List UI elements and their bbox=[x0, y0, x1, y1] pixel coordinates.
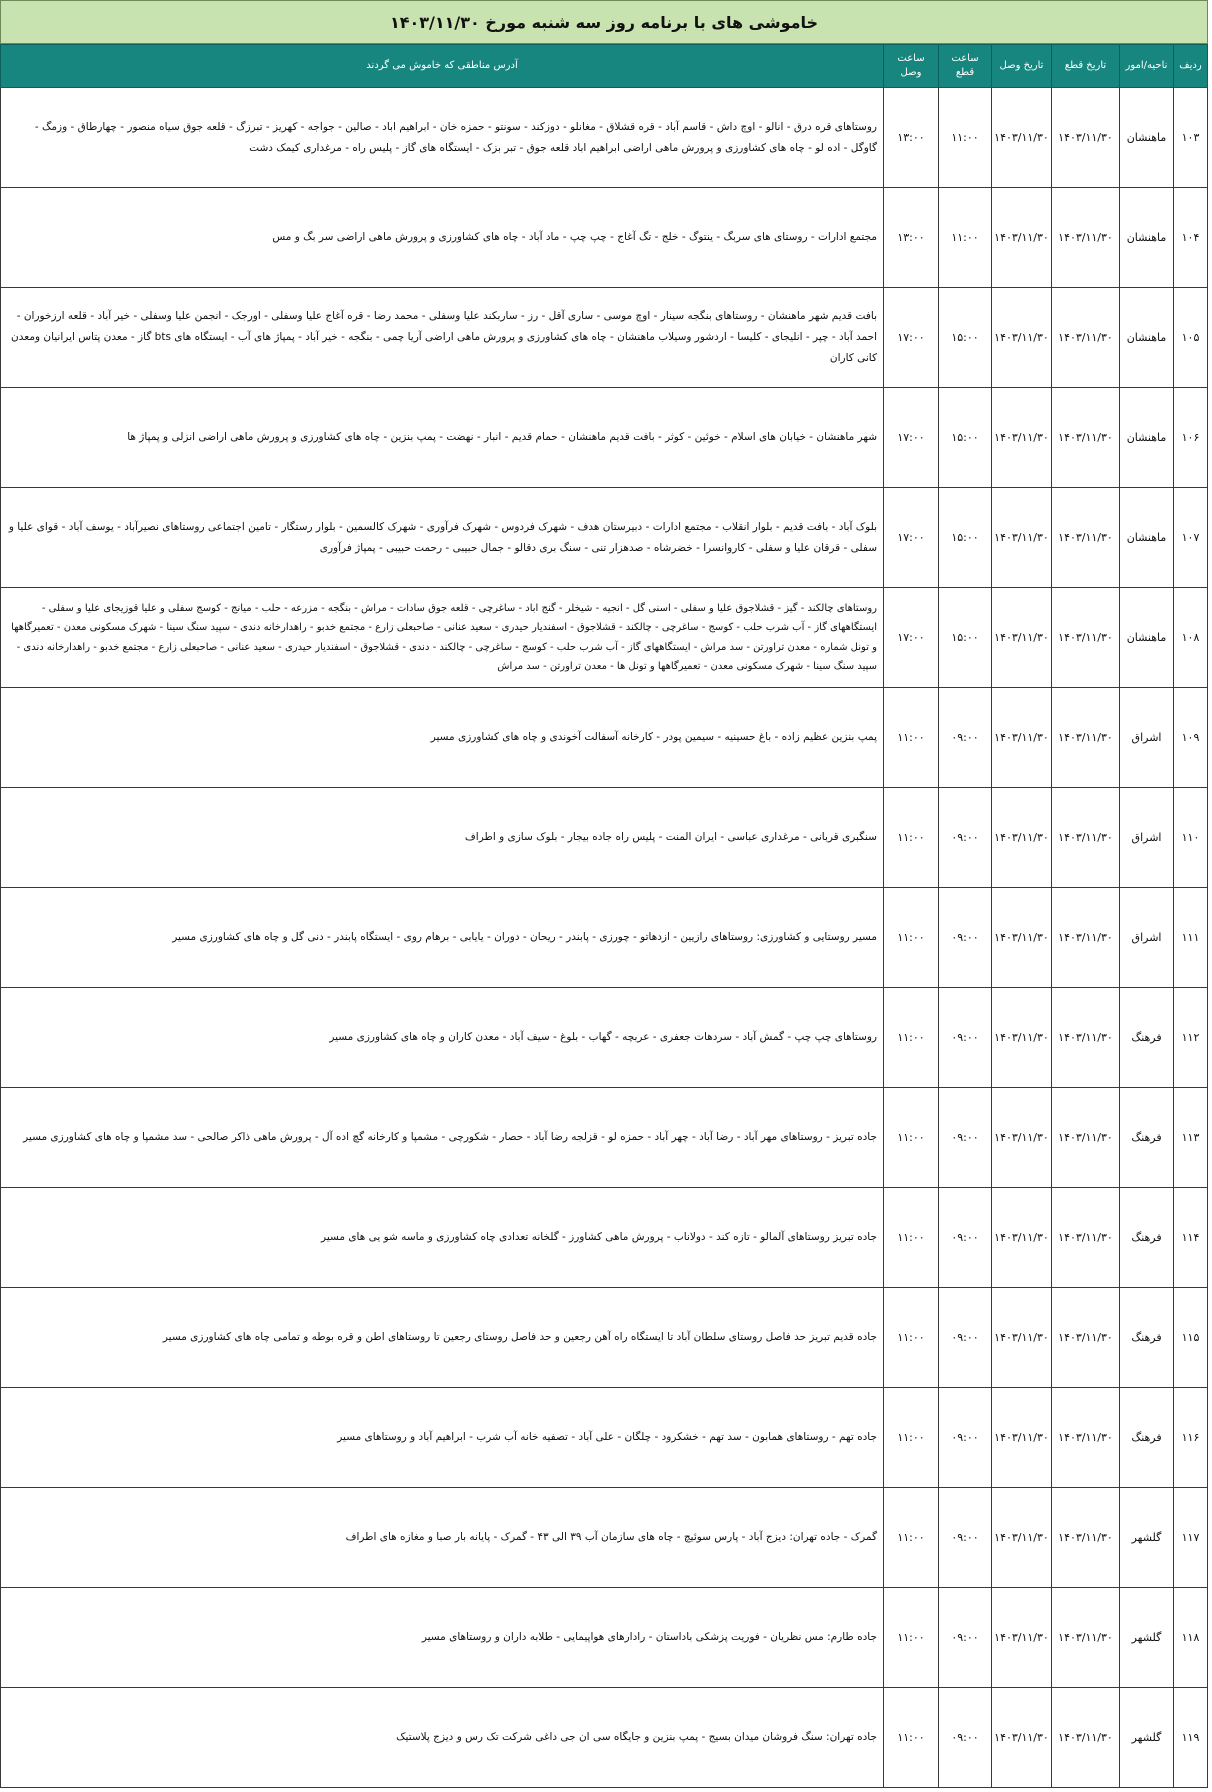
cell-area: فرهنگ bbox=[1120, 1388, 1174, 1488]
cell-cut-time: ۰۹:۰۰ bbox=[939, 1088, 992, 1188]
cell-address: جاده طارم: مس نظریان - فوریت پزشکی باداستان - رادارهای هواپیمایی - طلابه داران و روستاهای مسیر bbox=[1, 1588, 884, 1688]
cell-connect-date: ۱۴۰۳/۱۱/۳۰ bbox=[992, 588, 1052, 688]
cell-cut-time: ۰۹:۰۰ bbox=[939, 788, 992, 888]
cell-connect-date: ۱۴۰۳/۱۱/۳۰ bbox=[992, 1288, 1052, 1388]
cell-cut-time: ۱۵:۰۰ bbox=[939, 388, 992, 488]
cell-row-number: ۱۰۶ bbox=[1174, 388, 1208, 488]
cell-cut-date: ۱۴۰۳/۱۱/۳۰ bbox=[1052, 988, 1120, 1088]
cell-area: فرهنگ bbox=[1120, 1288, 1174, 1388]
header-cut-time: ساعت قطع bbox=[939, 45, 992, 88]
cell-address: مسیر روستایی و کشاورزی: روستاهای رازیین - ازدهاتو - چورزی - پابندر - ریحان - دوران - یایابی - برهام روی - ایستگاه پابندر - دنی گل و چاه های کشاورزی مسیر bbox=[1, 888, 884, 988]
cell-address: جاده تهران: سنگ فروشان میدان بسیج - پمپ بنزین و جایگاه سی ان جی داغی شرکت تک رس و دیزج پلاستیک bbox=[1, 1688, 884, 1788]
cell-connect-time: ۱۷:۰۰ bbox=[884, 588, 939, 688]
cell-connect-date: ۱۴۰۳/۱۱/۳۰ bbox=[992, 888, 1052, 988]
cell-cut-time: ۰۹:۰۰ bbox=[939, 1388, 992, 1488]
cell-connect-time: ۱۷:۰۰ bbox=[884, 488, 939, 588]
cell-connect-time: ۱۱:۰۰ bbox=[884, 1388, 939, 1488]
cell-connect-time: ۱۳:۰۰ bbox=[884, 188, 939, 288]
table-row bbox=[1, 1288, 1208, 1388]
cell-cut-date: ۱۴۰۳/۱۱/۳۰ bbox=[1052, 1488, 1120, 1588]
header-address: آدرس مناطقی که خاموش می گردند bbox=[1, 45, 884, 88]
cell-address: جاده تهم - روستاهای همابون - سد تهم - خشکرود - چلگان - علی آباد - تصفیه خانه آب شرب - ابراهیم آباد و روستاهای مسیر bbox=[1, 1388, 884, 1488]
table-row bbox=[1, 788, 1208, 888]
cell-connect-time: ۱۱:۰۰ bbox=[884, 1288, 939, 1388]
cell-cut-time: ۱۵:۰۰ bbox=[939, 488, 992, 588]
cell-row-number: ۱۱۶ bbox=[1174, 1388, 1208, 1488]
cell-cut-date: ۱۴۰۳/۱۱/۳۰ bbox=[1052, 1188, 1120, 1288]
cell-area: ماهنشان bbox=[1120, 188, 1174, 288]
cell-connect-date: ۱۴۰۳/۱۱/۳۰ bbox=[992, 488, 1052, 588]
cell-address: سنگبری قربانی - مرغداری عباسی - ایران المنت - پلیس راه جاده بیجار - بلوک سازی و اطراف bbox=[1, 788, 884, 888]
cell-connect-date: ۱۴۰۳/۱۱/۳۰ bbox=[992, 288, 1052, 388]
cell-cut-date: ۱۴۰۳/۱۱/۳۰ bbox=[1052, 888, 1120, 988]
header-connect-time: ساعت وصل bbox=[884, 45, 939, 88]
cell-cut-time: ۱۱:۰۰ bbox=[939, 88, 992, 188]
page-title: خاموشی های با برنامه روز سه شنبه مورخ ۱۴۰۳/۱۱/۳۰ bbox=[0, 0, 1208, 44]
cell-address: پمپ بنزین عظیم زاده - باغ حسینیه - سیمین پودر - کارخانه آسفالت آخوندی و چاه های کشاورزی مسیر bbox=[1, 688, 884, 788]
cell-area: اشراق bbox=[1120, 688, 1174, 788]
cell-area: فرهنگ bbox=[1120, 988, 1174, 1088]
cell-connect-date: ۱۴۰۳/۱۱/۳۰ bbox=[992, 88, 1052, 188]
cell-area: ماهنشان bbox=[1120, 388, 1174, 488]
cell-cut-date: ۱۴۰۳/۱۱/۳۰ bbox=[1052, 488, 1120, 588]
cell-row-number: ۱۱۲ bbox=[1174, 988, 1208, 1088]
cell-row-number: ۱۱۹ bbox=[1174, 1688, 1208, 1788]
cell-address: بلوک آباد - بافت قدیم - بلوار انقلاب - مجتمع ادارات - دبیرستان هدف - شهرک فردوس - شهرک فرآوری - شهرک کالسمین - بلوار رستگار - تامین اجتماعی روستاهای نصیرآباد - یوسف آباد - قوای علیا و سفلی - قرقان علیا و سفلی - کاروانسرا - خضرشاه - صدهزار تنی - سنگ بری دقالو - جمال حبیبی - رحمت حبیبی - پمپاژ فرآوری bbox=[1, 488, 884, 588]
cell-area: گلشهر bbox=[1120, 1688, 1174, 1788]
cell-cut-date: ۱۴۰۳/۱۱/۳۰ bbox=[1052, 688, 1120, 788]
cell-connect-time: ۱۷:۰۰ bbox=[884, 388, 939, 488]
cell-area: فرهنگ bbox=[1120, 1188, 1174, 1288]
cell-row-number: ۱۰۳ bbox=[1174, 88, 1208, 188]
table-row bbox=[1, 588, 1208, 688]
table-row bbox=[1, 1688, 1208, 1788]
table-row bbox=[1, 1388, 1208, 1488]
cell-area: ماهنشان bbox=[1120, 588, 1174, 688]
cell-area: گلشهر bbox=[1120, 1588, 1174, 1688]
cell-connect-date: ۱۴۰۳/۱۱/۳۰ bbox=[992, 1188, 1052, 1288]
cell-connect-date: ۱۴۰۳/۱۱/۳۰ bbox=[992, 388, 1052, 488]
cell-connect-time: ۱۷:۰۰ bbox=[884, 288, 939, 388]
cell-connect-date: ۱۴۰۳/۱۱/۳۰ bbox=[992, 1688, 1052, 1788]
table-header-row bbox=[1, 45, 1208, 88]
table-body bbox=[1, 88, 1208, 1788]
cell-area: ماهنشان bbox=[1120, 288, 1174, 388]
cell-row-number: ۱۱۱ bbox=[1174, 888, 1208, 988]
header-row-number: ردیف bbox=[1174, 45, 1208, 88]
table-row bbox=[1, 1088, 1208, 1188]
header-connect-date: تاریخ وصل bbox=[992, 45, 1052, 88]
cell-cut-time: ۰۹:۰۰ bbox=[939, 1588, 992, 1688]
cell-connect-date: ۱۴۰۳/۱۱/۳۰ bbox=[992, 1088, 1052, 1188]
cell-connect-date: ۱۴۰۳/۱۱/۳۰ bbox=[992, 788, 1052, 888]
table-row bbox=[1, 88, 1208, 188]
cell-cut-time: ۱۱:۰۰ bbox=[939, 188, 992, 288]
cell-connect-date: ۱۴۰۳/۱۱/۳۰ bbox=[992, 1388, 1052, 1488]
cell-row-number: ۱۰۹ bbox=[1174, 688, 1208, 788]
cell-row-number: ۱۱۳ bbox=[1174, 1088, 1208, 1188]
cell-area: اشراق bbox=[1120, 788, 1174, 888]
table-row bbox=[1, 688, 1208, 788]
cell-connect-date: ۱۴۰۳/۱۱/۳۰ bbox=[992, 988, 1052, 1088]
cell-connect-time: ۱۱:۰۰ bbox=[884, 788, 939, 888]
cell-connect-time: ۱۱:۰۰ bbox=[884, 1088, 939, 1188]
cell-cut-date: ۱۴۰۳/۱۱/۳۰ bbox=[1052, 588, 1120, 688]
cell-connect-time: ۱۱:۰۰ bbox=[884, 1188, 939, 1288]
cell-cut-time: ۰۹:۰۰ bbox=[939, 888, 992, 988]
table-row bbox=[1, 888, 1208, 988]
cell-row-number: ۱۱۷ bbox=[1174, 1488, 1208, 1588]
cell-area: ماهنشان bbox=[1120, 488, 1174, 588]
table-row bbox=[1, 1488, 1208, 1588]
cell-connect-date: ۱۴۰۳/۱۱/۳۰ bbox=[992, 1588, 1052, 1688]
cell-connect-date: ۱۴۰۳/۱۱/۳۰ bbox=[992, 1488, 1052, 1588]
cell-address: جاده تبریز روستاهای آلمالو - تازه کند - دولاناب - پرورش ماهی کشاورز - گلخانه تعدادی چاه کشاورزی و ماسه شو یی های مسیر bbox=[1, 1188, 884, 1288]
cell-cut-date: ۱۴۰۳/۱۱/۳۰ bbox=[1052, 788, 1120, 888]
cell-cut-date: ۱۴۰۳/۱۱/۳۰ bbox=[1052, 1688, 1120, 1788]
table-row bbox=[1, 288, 1208, 388]
cell-row-number: ۱۱۴ bbox=[1174, 1188, 1208, 1288]
table-row bbox=[1, 188, 1208, 288]
table-row bbox=[1, 1588, 1208, 1688]
cell-cut-date: ۱۴۰۳/۱۱/۳۰ bbox=[1052, 1388, 1120, 1488]
cell-connect-time: ۱۱:۰۰ bbox=[884, 888, 939, 988]
cell-connect-time: ۱۱:۰۰ bbox=[884, 1588, 939, 1688]
cell-cut-date: ۱۴۰۳/۱۱/۳۰ bbox=[1052, 1288, 1120, 1388]
cell-address: مجتمع ادارات - روستای های سربگ - ینتوگ - خلج - تگ آغاج - چپ چپ - ماد آباد - چاه های کشاورزی و پرورش ماهی اراضی سر بگ و مس bbox=[1, 188, 884, 288]
cell-cut-time: ۰۹:۰۰ bbox=[939, 1488, 992, 1588]
cell-cut-date: ۱۴۰۳/۱۱/۳۰ bbox=[1052, 388, 1120, 488]
cell-area: فرهنگ bbox=[1120, 1088, 1174, 1188]
cell-connect-time: ۱۱:۰۰ bbox=[884, 1488, 939, 1588]
header-cut-date: تاریخ قطع bbox=[1052, 45, 1120, 88]
cell-cut-time: ۰۹:۰۰ bbox=[939, 1288, 992, 1388]
cell-connect-time: ۱۱:۰۰ bbox=[884, 988, 939, 1088]
cell-cut-time: ۰۹:۰۰ bbox=[939, 988, 992, 1088]
cell-cut-date: ۱۴۰۳/۱۱/۳۰ bbox=[1052, 188, 1120, 288]
cell-row-number: ۱۰۴ bbox=[1174, 188, 1208, 288]
cell-connect-time: ۱۱:۰۰ bbox=[884, 688, 939, 788]
cell-connect-time: ۱۱:۰۰ bbox=[884, 1688, 939, 1788]
cell-cut-date: ۱۴۰۳/۱۱/۳۰ bbox=[1052, 88, 1120, 188]
cell-address: جاده تبریز - روستاهای مهر آباد - رضا آباد - چهر آباد - حمزه لو - قزلجه رضا آباد - حصار - شکورچی - مشمپا و کارخانه گچ اده آل - پرورش ماهی ذاکر صالحی - سد مشمپا و چاه های کشاورزی مسیر bbox=[1, 1088, 884, 1188]
cell-row-number: ۱۱۰ bbox=[1174, 788, 1208, 888]
table-row bbox=[1, 1188, 1208, 1288]
cell-address: روستاهای چپ چپ - گمش آباد - سردهات جعفری - عربچه - گهاب - بلوغ - سیف آباد - معدن کاران و چاه های کشاورزی مسیر bbox=[1, 988, 884, 1088]
cell-area: ماهنشان bbox=[1120, 88, 1174, 188]
cell-cut-date: ۱۴۰۳/۱۱/۳۰ bbox=[1052, 288, 1120, 388]
cell-row-number: ۱۱۵ bbox=[1174, 1288, 1208, 1388]
cell-connect-date: ۱۴۰۳/۱۱/۳۰ bbox=[992, 188, 1052, 288]
cell-area: گلشهر bbox=[1120, 1488, 1174, 1588]
header-area: ناحیه/امور bbox=[1120, 45, 1174, 88]
cell-address: گمرک - جاده تهران: دیزج آباد - پارس سوئیچ - چاه های سازمان آب ۳۹ الی ۴۳ - گمرک - پایانه بار صبا و مغازه های اطراف bbox=[1, 1488, 884, 1588]
cell-cut-time: ۰۹:۰۰ bbox=[939, 1188, 992, 1288]
cell-row-number: ۱۰۸ bbox=[1174, 588, 1208, 688]
cell-cut-date: ۱۴۰۳/۱۱/۳۰ bbox=[1052, 1088, 1120, 1188]
cell-area: اشراق bbox=[1120, 888, 1174, 988]
cell-cut-time: ۰۹:۰۰ bbox=[939, 688, 992, 788]
cell-address: شهر ماهنشان - خیابان های اسلام - خوئین - کوثر - بافت قدیم ماهنشان - حمام قدیم - انبار - نهضت - پمپ بنزین - چاه های کشاورزی و پرورش ماهی اراضی انزلی و پمپاژ ها bbox=[1, 388, 884, 488]
cell-address: روستاهای چالکند - گیز - قشلاجوق علیا و سفلی - اسنی گل - انجیه - شیخلر - گنج اباد - ساغرچی - قلعه جوق سادات - مراش - بنگجه - مزرعه - حلب - میانج - کوسج سفلی و علیا قوزیجای علیا و سفلی - ایستگاههای گاز - آب شرب حلب - کوسج - ساغرچی - چالکند - قشلاجوق - اسفندیار حیدری - سعید عنانی - صاحبعلی زارع - مجتمع خدبو - راهدارخانه دندی - سپید سنگ سینا - شهرک مسکونی معدن - تعمیرگاهها و تونل شماره - معدن تراورتن - سد مراش - ایستگاههای گاز - آب شرب حلب - کوسج - ساغرچی - چالکند - دندی - قشلاجوق - اسفندیار حیدری - سعید عنانی - صاحبعلی زارع - مجتمع خدبو - راهدارخانه دندی - سپید سنگ سینا - شهرک مسکونی معدن - تعمیرگاهها و تونل ها - معدن تراورتن - سد مراش bbox=[1, 588, 884, 688]
table-row bbox=[1, 488, 1208, 588]
cell-cut-date: ۱۴۰۳/۱۱/۳۰ bbox=[1052, 1588, 1120, 1688]
table-row bbox=[1, 388, 1208, 488]
cell-row-number: ۱۱۸ bbox=[1174, 1588, 1208, 1688]
outage-table bbox=[0, 44, 1208, 1788]
cell-address: روستاهای قره درق - انالو - اوچ داش - قاسم آباد - قره قشلاق - مغانلو - دوزکند - سونتو - حمزه خان - ابراهیم اباد - صالین - جواجه - کهریز - تبرزگ - قلعه جوق سیاه منصور - چهارطاق - وزمگ - گاوگل - اده لو - چاه های کشاورزی و پرورش ماهی اراضی ابراهیم اباد قلعه جوق - تبر بزک - ایستگاه های گاز - پلیس راه - مرغداری کیمک دشت bbox=[1, 88, 884, 188]
cell-address: جاده قدیم تبریز حد فاصل روستای سلطان آباد تا ایستگاه راه آهن رجعین و حد فاصل روستای رجعین تا روستاهای اطن و قره بوطه و تمامی چاه های کشاورزی مسیر bbox=[1, 1288, 884, 1388]
cell-cut-time: ۰۹:۰۰ bbox=[939, 1688, 992, 1788]
cell-address: بافت قدیم شهر ماهنشان - روستاهای بنگجه سینار - اوچ موسی - ساری آقل - رز - ساربکند علیا وسفلی - محمد رضا - قره آغاج علیا وسفلی - اورجک - انجمن علیا وسفلی - خیر آباد - قلعه ارزخوران - احمد آباد - چپر - انلیجای - کلیسا - اردشور وسیلاب ماهنشان - چاه های کشاورزی و پرورش ماهی اراضی آریا چمی - بنگجه - خیر آباد - پمپاژ های آب - ایستگاه های bts گاز - معدن پتاس ایرانیان ومعدن کانی کاران bbox=[1, 288, 884, 388]
cell-cut-time: ۱۵:۰۰ bbox=[939, 588, 992, 688]
cell-row-number: ۱۰۵ bbox=[1174, 288, 1208, 388]
cell-cut-time: ۱۵:۰۰ bbox=[939, 288, 992, 388]
cell-connect-time: ۱۳:۰۰ bbox=[884, 88, 939, 188]
cell-row-number: ۱۰۷ bbox=[1174, 488, 1208, 588]
cell-connect-date: ۱۴۰۳/۱۱/۳۰ bbox=[992, 688, 1052, 788]
table-row bbox=[1, 988, 1208, 1088]
